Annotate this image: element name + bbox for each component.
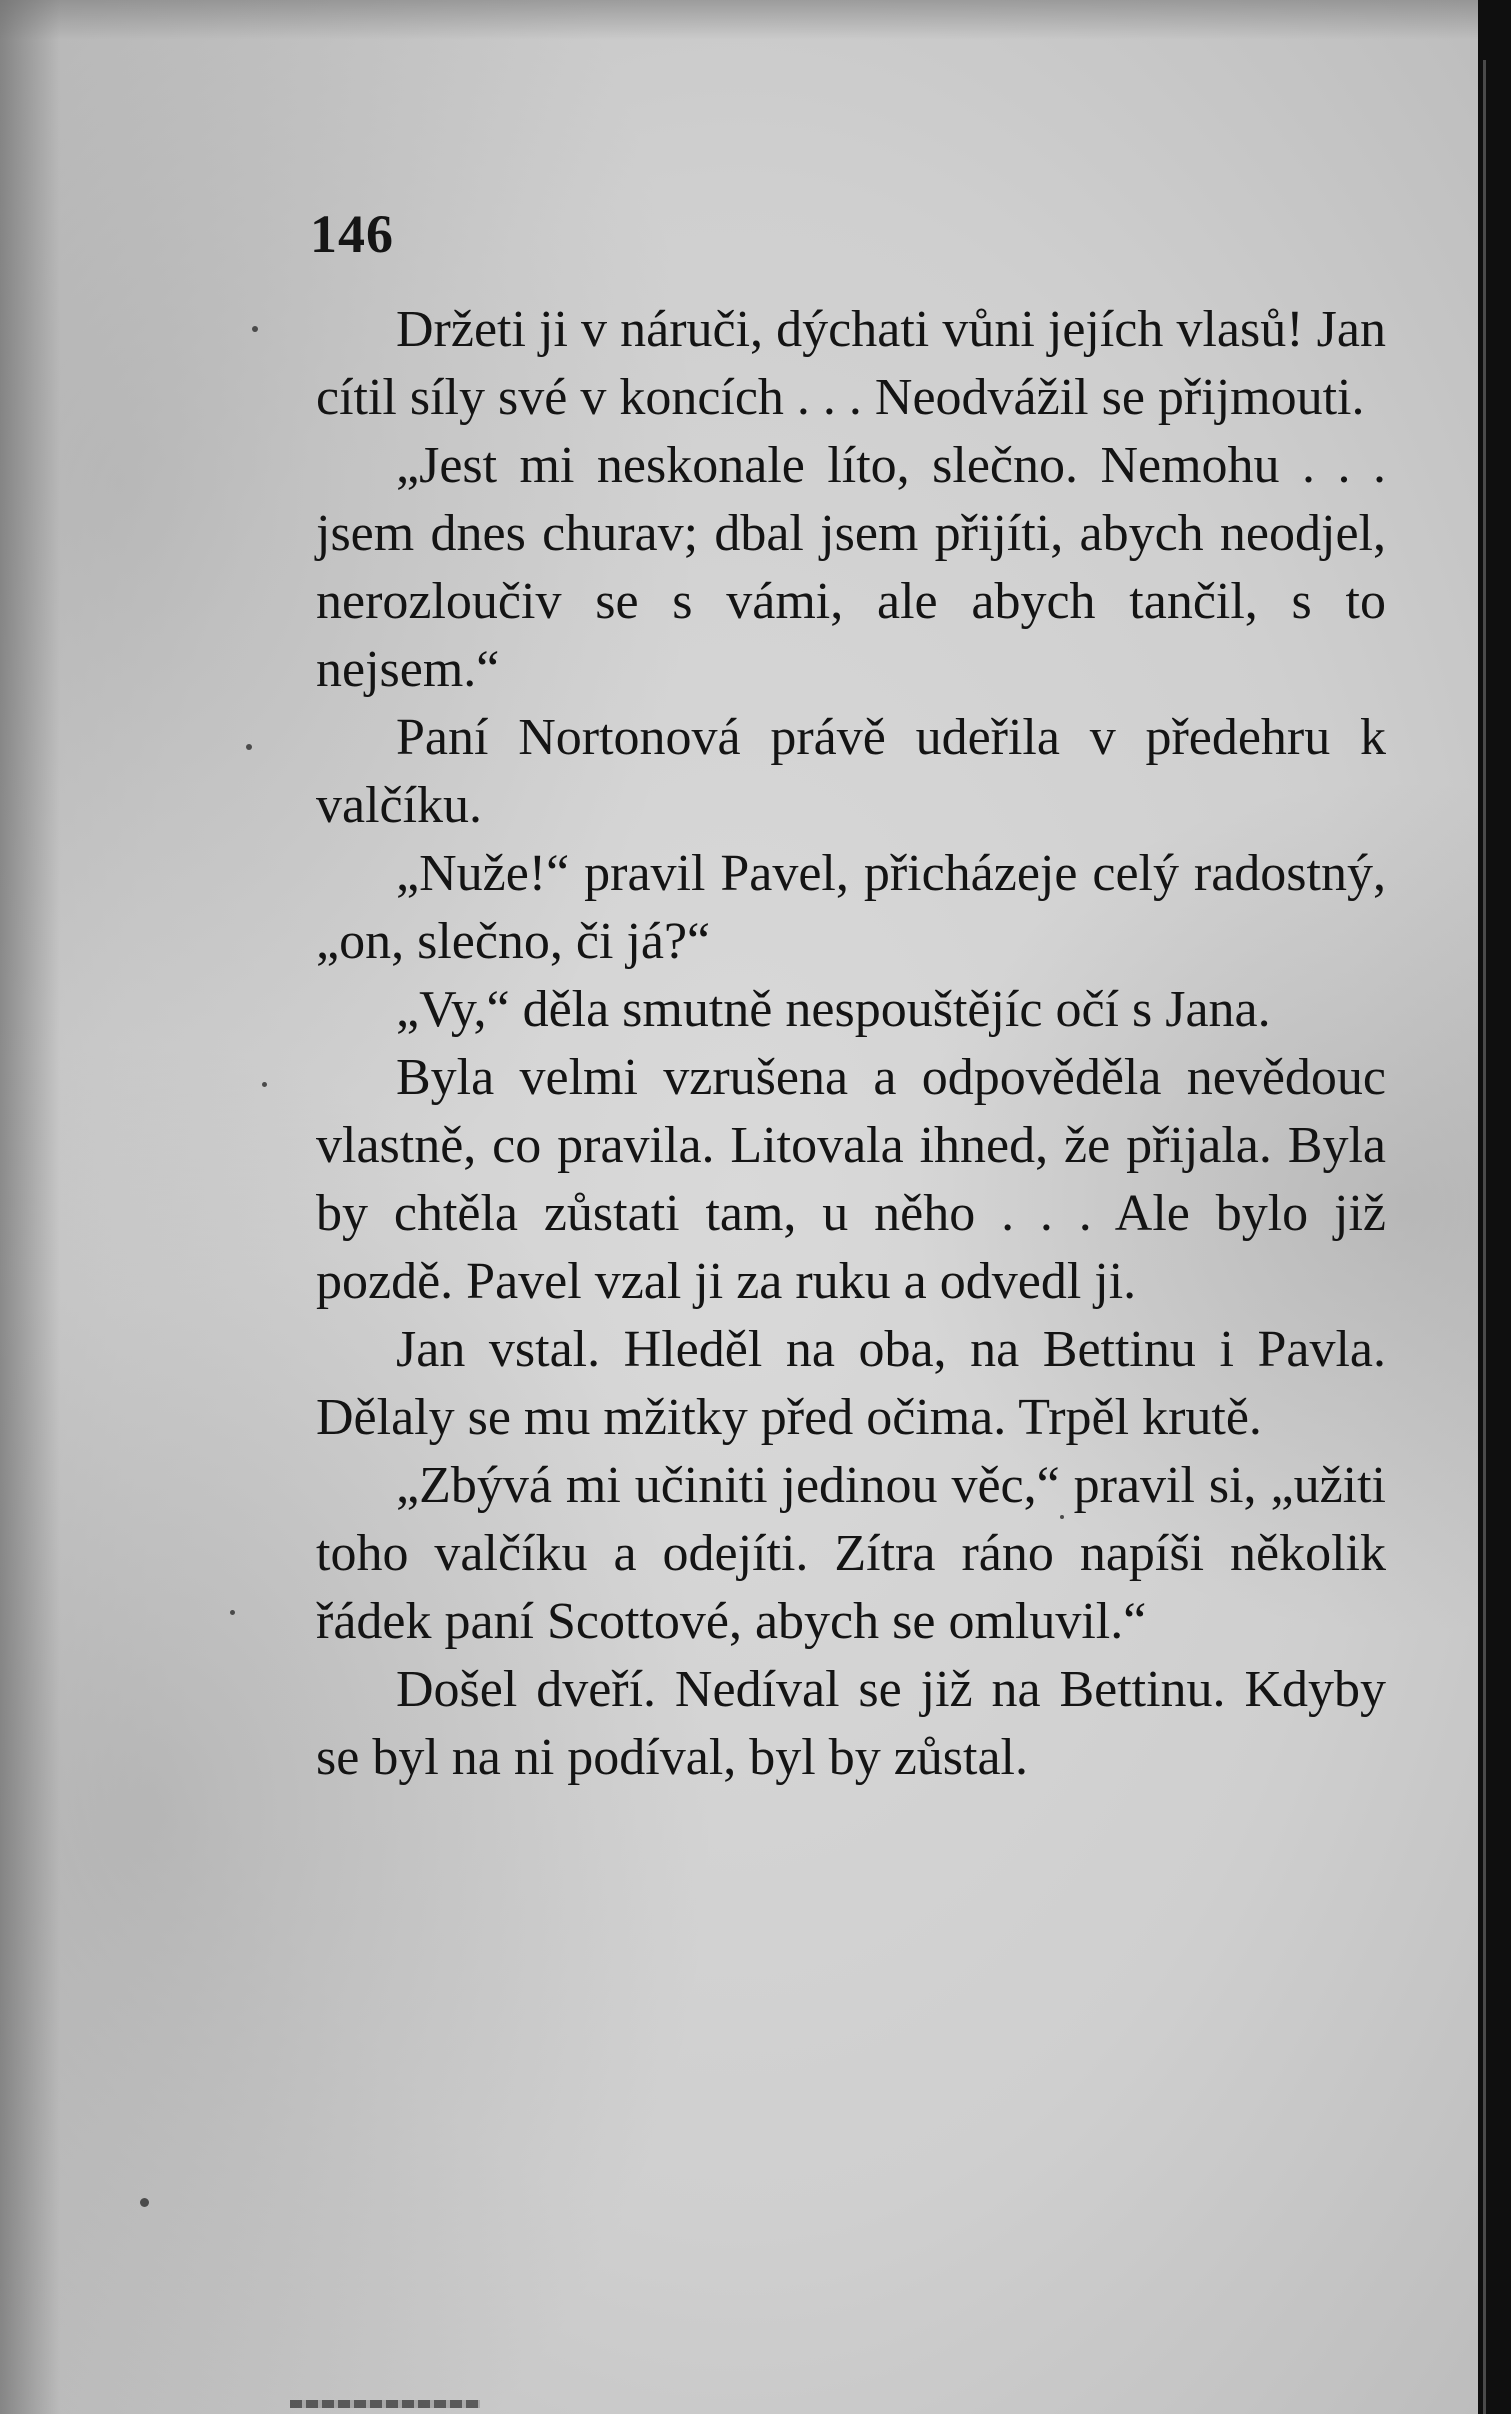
dust-speck: [252, 326, 258, 332]
page-number: 146: [310, 204, 394, 264]
dust-speck: [140, 2198, 149, 2207]
paragraph: „Nuže!“ pravil Pavel, přicházeje celý radostný, „on, slečno, či já?“: [316, 845, 1386, 970]
body-text: [316, 296, 1386, 1792]
page-left-shadow: [0, 0, 60, 2414]
paragraph: Paní Nortonová právě udeřila v předehru k valčíku.: [316, 709, 1386, 834]
page-edge-line: [1483, 60, 1486, 2414]
paragraph: „Zbývá mi učiniti jedinou věc,“ pravil si, „užiti toho valčíku a odejíti. Zítra ráno napíši několik řádek paní Scottové, abych se omluvil.“: [316, 1457, 1386, 1650]
paragraph: „Vy,“ děla smutně nespouštějíc očí s Jana.: [396, 981, 1271, 1038]
dust-speck: [262, 1082, 267, 1087]
dust-speck: [246, 744, 252, 750]
paragraph: Byla velmi vzrušena a odpověděla nevědouc vlastně, co pravila. Litovala ihned, že přijala. Byla by chtěla zůstati tam, u něho . . . Ale bylo již pozdě. Pavel vzal ji za ruku a odvedl ji.: [316, 1049, 1386, 1310]
paragraph: Jan vstal. Hleděl na oba, na Bettinu i Pavla. Dělaly se mu mžitky před očima. Trpěl krutě.: [316, 1321, 1386, 1446]
dust-speck: [230, 1610, 235, 1615]
page-top-shadow: [0, 0, 1478, 40]
paragraph: Držeti ji v náruči, dýchati vůni jejích vlasů! Jan cítil síly své v koncích . . . Neodvážil se přijmouti.: [316, 301, 1386, 426]
paragraph: Došel dveří. Nedíval se již na Bettinu. Kdyby se byl na ni podíval, byl by zůstal.: [316, 1661, 1386, 1786]
paragraph: „Jest mi neskonale líto, slečno. Nemohu . . . jsem dnes churav; dbal jsem přijíti, abych neodjel, nerozloučiv se s vámi, ale abych tančil, s to nejsem.“: [316, 437, 1386, 698]
bottom-edge-artifact: [290, 2400, 480, 2408]
